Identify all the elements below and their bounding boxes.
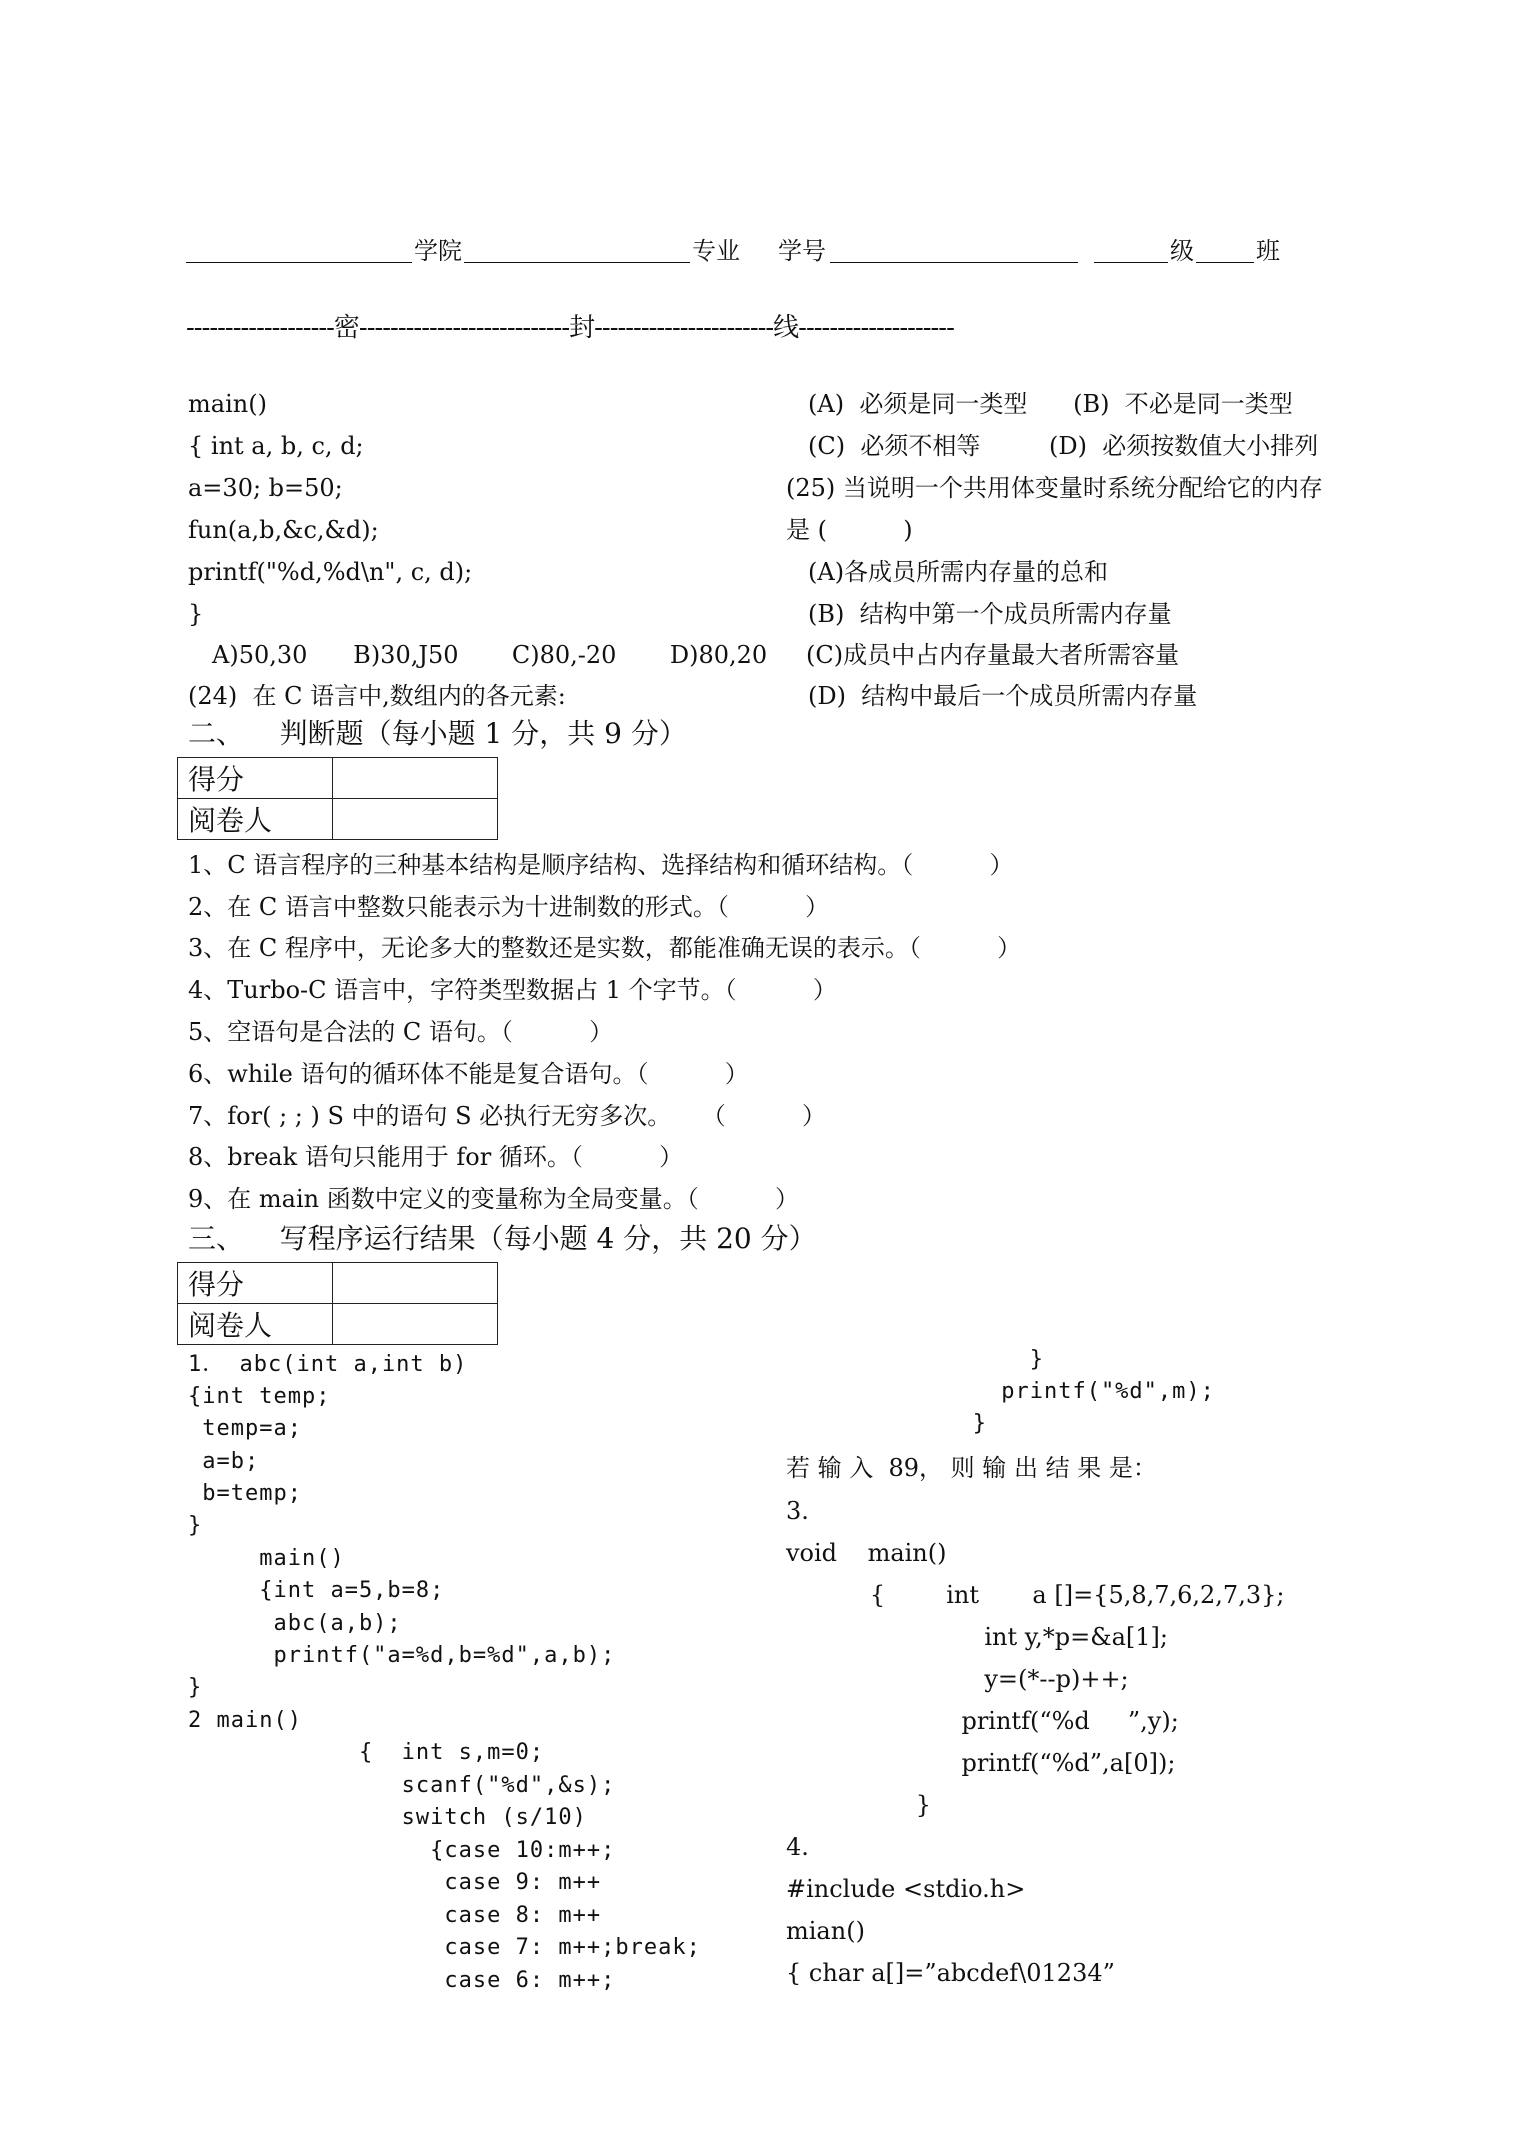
- code-line: mian(): [786, 1917, 865, 1945]
- section3-score-table: [177, 1262, 498, 1345]
- reviewer-cell[interactable]: [333, 799, 498, 840]
- grade-blank[interactable]: [1094, 262, 1168, 263]
- judge-item: 1、C 语言程序的三种基本结构是顺序结构、选择结构和循环结构。（ ）: [188, 851, 1014, 879]
- code-line: case 9: m++: [188, 1870, 602, 1895]
- score-label: 得分: [178, 1263, 333, 1304]
- student-id-blank[interactable]: [830, 262, 1078, 263]
- judge-item: 8、break 语句只能用于 for 循环。（ ）: [188, 1143, 684, 1171]
- judge-item: 2、在 C 语言中整数只能表示为十进制数的形式。（ ）: [188, 893, 830, 921]
- code-line: #include <stdio.h>: [786, 1875, 1026, 1903]
- major-label: 专业: [692, 237, 740, 265]
- class-blank[interactable]: [1196, 262, 1254, 263]
- section3-title: 三、 写程序运行结果（每小题 4 分，共 20 分）: [188, 1222, 817, 1255]
- score-label: 得分: [178, 758, 333, 799]
- code-line: printf("a=%d,b=%d",a,b);: [188, 1643, 616, 1668]
- class-label: 班: [1256, 237, 1280, 265]
- reviewer-cell[interactable]: [333, 1304, 498, 1345]
- code-line: int y,*p=&a[1];: [786, 1623, 1168, 1651]
- code-line: main(): [188, 390, 267, 418]
- q23-options: A)50,30 B)30,J50 C)80,-20 D)80,20: [212, 641, 768, 669]
- code-line: }: [930, 1411, 987, 1436]
- code-line: { char a[]=”abcdef\01234”: [786, 1959, 1115, 1987]
- code-line: }: [786, 1791, 931, 1819]
- code-line: a=30; b=50;: [188, 474, 343, 502]
- judge-item: 3、在 C 程序中，无论多大的整数还是实数，都能准确无误的表示。（ ）: [188, 934, 1022, 962]
- college-label: 学院: [414, 237, 462, 265]
- grade-label: 级: [1170, 237, 1194, 265]
- code-line: y=(*--p)++;: [786, 1665, 1129, 1693]
- q24-option-row: (C) 必须不相等 (D) 必须按数值大小排列: [808, 432, 1319, 460]
- code-line: printf(“%d”,a[0]);: [786, 1749, 1176, 1777]
- code-line: printf(“%d ”,y);: [786, 1707, 1179, 1735]
- q25-option: (C)成员中占内存量最大者所需容量: [806, 641, 1180, 669]
- q25-stem: (25) 当说明一个共用体变量时系统分配给它的内存: [786, 474, 1323, 502]
- code-line: {int a=5,b=8;: [188, 1578, 445, 1603]
- major-blank[interactable]: [464, 262, 690, 263]
- code-line: void main(): [786, 1539, 947, 1567]
- code-line: { int a []={5,8,7,6,2,7,3};: [786, 1581, 1285, 1609]
- score-cell[interactable]: [333, 1263, 498, 1304]
- q25-stem-cont: 是 ( ): [786, 516, 913, 544]
- code-line: 3.: [786, 1497, 809, 1525]
- student-id-label: 学号: [778, 237, 826, 265]
- q25-option: (D) 结构中最后一个成员所需内存量: [808, 682, 1198, 710]
- prog2-question: 若 输 入 89， 则 输 出 结 果 是：: [786, 1454, 1157, 1482]
- q25-option: (B) 结构中第一个成员所需内存量: [808, 600, 1172, 628]
- college-blank[interactable]: [186, 262, 412, 263]
- code-line: { int a, b, c, d;: [188, 432, 364, 460]
- code-line: abc(a,b);: [188, 1611, 402, 1636]
- judge-item: 6、while 语句的循环体不能是复合语句。（ ）: [188, 1060, 749, 1088]
- code-line: printf("%d,%d\n", c, d);: [188, 558, 473, 586]
- q24-stem: (24) 在 C 语言中,数组内的各元素:: [188, 682, 566, 710]
- code-line: }: [930, 1347, 1044, 1372]
- reviewer-label: 阅卷人: [178, 1304, 333, 1345]
- code-line: case 7: m++;break;: [188, 1935, 701, 1960]
- seal-line: -------------------密---------------------------封-----------------------线--------------------: [186, 313, 954, 343]
- section2-score-table: [177, 757, 498, 840]
- judge-item: 5、空语句是合法的 C 语句。（ ）: [188, 1018, 614, 1046]
- code-line: switch (s/10): [188, 1805, 587, 1830]
- code-line: printf("%d",m);: [930, 1379, 1215, 1404]
- code-line: }: [188, 600, 204, 628]
- code-line: main(): [188, 1546, 345, 1571]
- code-line: }: [188, 1513, 203, 1538]
- judge-item: 7、for( ; ; ) S 中的语句 S 必执行无穷多次。 （ ）: [188, 1102, 827, 1130]
- code-line: 4.: [786, 1833, 809, 1861]
- code-line: b=temp;: [188, 1481, 302, 1506]
- code-line: temp=a;: [188, 1416, 302, 1441]
- q25-option: (A)各成员所需内存量的总和: [808, 558, 1109, 586]
- code-line: 1． abc(int a,int b): [188, 1352, 468, 1377]
- section2-title: 二、 判断题（每小题 1 分，共 9 分）: [188, 717, 687, 750]
- code-line: }: [188, 1675, 203, 1700]
- reviewer-label: 阅卷人: [178, 799, 333, 840]
- code-line: 2 main(): [188, 1708, 302, 1733]
- judge-item: 9、在 main 函数中定义的变量称为全局变量。（ ）: [188, 1185, 800, 1213]
- code-line: scanf("%d",&s);: [188, 1773, 616, 1798]
- score-cell[interactable]: [333, 758, 498, 799]
- judge-item: 4、Turbo-C 语言中，字符类型数据占 1 个字节。（ ）: [188, 976, 837, 1004]
- code-line: case 6: m++;: [188, 1968, 616, 1993]
- code-line: a=b;: [188, 1449, 260, 1474]
- q24-option-row: (A) 必须是同一类型 (B) 不必是同一类型: [808, 390, 1293, 418]
- code-line: {case 10:m++;: [188, 1838, 616, 1863]
- code-line: fun(a,b,&c,&d);: [188, 516, 379, 544]
- code-line: {int temp;: [188, 1384, 331, 1409]
- code-line: { int s,m=0;: [188, 1740, 545, 1765]
- code-line: case 8: m++: [188, 1903, 602, 1928]
